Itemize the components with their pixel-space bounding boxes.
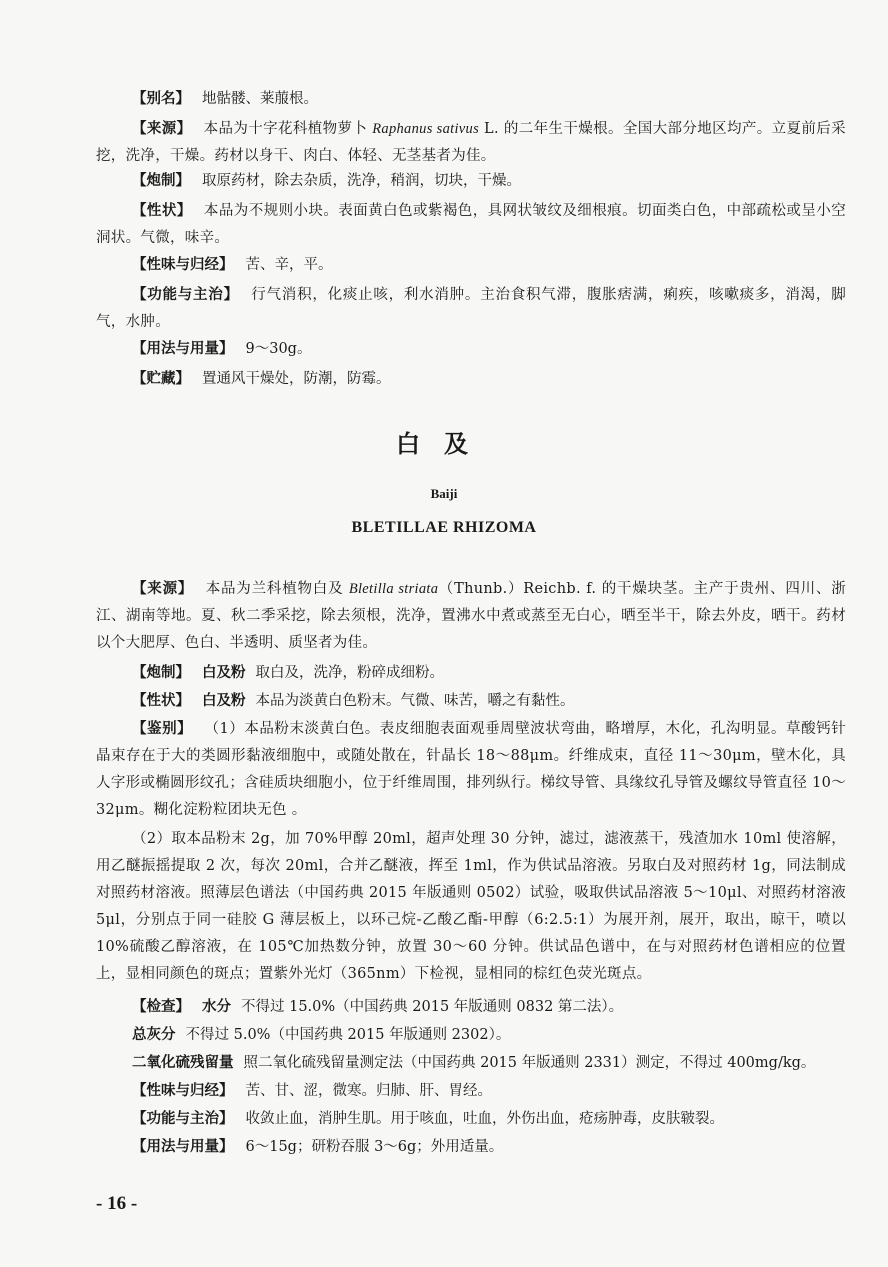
latin-name: Raphanus sativus xyxy=(372,121,480,137)
source-paragraph: 【来源】 本品为十字花科植物萝卜 Raphanus sativus L. 的二年生干燥根。全国大部分地区均产。立夏前后采挖，洗净，干燥。药材以身干、肉白、体轻、无茎基者为佳。 xyxy=(96,121,846,164)
bj-identification-2: （2）取本品粉末 2g，加 70%甲醇 20ml，超声处理 30 分钟，滤过，滤液蒸干，残渣加水 10ml 使溶解，用乙醚振摇提取 2 次，每次 20ml，合并乙醚液，挥至 1ml，作为供试品溶液。另取白及对照药材 1g，同法制成对照药材溶液。照薄层色谱法（中国药典 2015 年版通则 0502）试验，吸取供试品溶液 5～10μl、对照药材溶液 5μl，分别点于同一硅胶 G 薄层板上，以环己烷-乙酸乙酯-甲醇（6:2.5:1）为展开剂，展开，取出，晾干，喷以 10%硫酸乙醇溶液，在 105℃加热数分钟，放置 30～60 分钟。供试品色谱中，在与对照药材色谱相应的位置上，显相同颜色的斑点；置紫外光灯（365nm）下检视，显相同的棕红色荧光斑点。 xyxy=(96,831,846,982)
bj-nature-line: 【性味与归经】 苦、甘、涩，微寒。归肺、肝、胃经。 xyxy=(132,1083,492,1099)
process-line: 【炮制】 取原药材，除去杂质，洗净，稍润，切块，干燥。 xyxy=(132,173,521,189)
bj-identification-1: 【鉴别】 （1）本品粉末淡黄白色。表皮细胞表面观垂周壁波状弯曲，略增厚，木化，孔沟明显。草酸钙针晶束存在于大的类圆形黏液细胞中，或随处散在，针晶长 18～88μm。纤维成束，直径 11～30μm，壁木化，具人字形或椭圆形纹孔；含硅质块细胞小，位于纤维周围，排列纵行。梯纹导管、具缘纹孔导管及螺纹导管直径 10～32μm。糊化淀粉粒团块无色 。 xyxy=(96,721,847,818)
storage-line: 【贮藏】 置通风干燥处，防潮，防霉。 xyxy=(132,371,391,387)
character-paragraph: 【性状】 本品为不规则小块。表面黄白色或紫褐色，具网状皱纹及细根痕。切面类白色，中部疏松或呈小空洞状。气微，味辛。 xyxy=(96,203,846,246)
bj-ash-line: 总灰分 不得过 5.0%（中国药典 2015 年版通则 2302）。 xyxy=(132,1027,511,1043)
bj-usage-line: 【用法与用量】 6～15g；研粉吞服 3～6g；外用适量。 xyxy=(132,1139,504,1155)
usage-line: 【用法与用量】 9～30g。 xyxy=(132,341,312,357)
bj-process-line: 【炮制】 白及粉 取白及，洗净，粉碎成细粉。 xyxy=(132,665,444,681)
source-tag: 【来源】 xyxy=(132,121,192,137)
function-paragraph: 【功能与主治】 行气消积，化痰止咳，利水消肿。主治食积气滞，腹胀痞满，痢疾，咳嗽痰多，消渴，脚气，水肿。 xyxy=(96,287,846,330)
alias-tag: 【别名】 xyxy=(132,91,190,107)
monograph-latin-name: BLETILLAE RHIZOMA xyxy=(351,519,537,536)
bj-so2-line: 二氧化硫残留量 照二氧化硫残留量测定法（中国药典 2015 年版通则 2331）测定，不得过 400mg/kg。 xyxy=(132,1055,816,1071)
monograph-title: 白及 xyxy=(396,430,492,458)
page-number: - 16 - xyxy=(96,1193,138,1214)
bj-function-line: 【功能与主治】 收敛止血，消肿生肌。用于咳血，吐血，外伤出血，疮疡肿毒，皮肤皲裂。 xyxy=(132,1111,724,1127)
bj-check-line: 【检查】 水分 不得过 15.0%（中国药典 2015 年版通则 0832 第二法）。 xyxy=(132,999,624,1015)
nature-line: 【性味与归经】 苦、辛，平。 xyxy=(132,257,333,273)
bj-character-line: 【性状】 白及粉 本品为淡黄白色粉末。气微、味苦，嚼之有黏性。 xyxy=(132,693,575,709)
alias-text: 地骷髅、莱菔根。 xyxy=(202,91,318,107)
bj-source-paragraph: 【来源】 本品为兰科植物白及 Bletilla striata（Thunb.）Reichb. f. 的干燥块茎。主产于贵州、四川、浙江、湖南等地。夏、秋二季采挖，除去须根，洗净，置沸水中煮或蒸至无白心，晒至半干，除去外皮，晒干。药材以个大肥厚、色白、半透明、质坚者为佳。 xyxy=(96,581,847,651)
monograph-pinyin: Baiji xyxy=(430,486,458,501)
alias-line xyxy=(132,86,318,113)
